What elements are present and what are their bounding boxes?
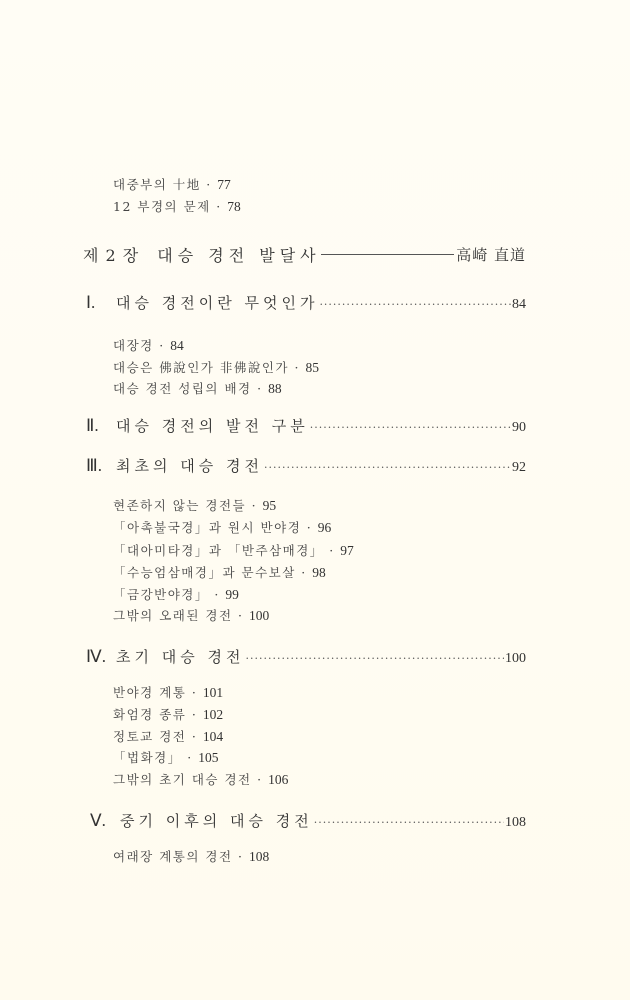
toc-separator: · — [206, 177, 212, 192]
toc-subitem-label: 화엄경 종류 — [113, 707, 187, 722]
toc-separator: · — [251, 498, 258, 513]
toc-separator: · — [301, 565, 307, 580]
toc-subitem — [113, 750, 218, 766]
toc-subitem-page: 95 — [262, 498, 277, 513]
dot-leader — [310, 421, 511, 434]
toc-subitem-label: 대승은 佛說인가 非佛說인가 — [113, 360, 289, 375]
toc-subitem-page: 99 — [225, 587, 239, 602]
toc-subitem-label: 12 부경의 문제 — [113, 199, 211, 214]
toc-subitem — [113, 685, 223, 701]
dot-leader — [245, 652, 504, 665]
toc-subitem-page: 104 — [202, 729, 224, 744]
toc-separator: · — [294, 360, 300, 375]
section-page: 84 — [512, 297, 526, 312]
toc-subitem-page: 108 — [249, 849, 270, 864]
toc-separator: · — [238, 608, 244, 623]
toc-subitem-label: 「법화경」 — [113, 750, 182, 765]
toc-subitem-page: 100 — [249, 608, 270, 623]
chapter-heading — [83, 242, 526, 266]
toc-separator: · — [159, 338, 165, 353]
toc-subitem — [113, 543, 354, 559]
toc-subitem — [113, 849, 269, 865]
toc-subitem — [113, 520, 331, 536]
toc-subitem — [113, 199, 241, 215]
toc-subitem — [113, 338, 184, 354]
toc-subitem — [113, 608, 269, 624]
toc-separator: · — [257, 772, 263, 787]
toc-section-4 — [86, 646, 526, 668]
toc-subitem-label: 대승 경전 성립의 배경 — [113, 381, 252, 396]
dot-leader — [314, 816, 504, 829]
toc-subitem-page: 98 — [312, 565, 326, 580]
section-page: 92 — [512, 460, 526, 475]
toc-separator: · — [214, 587, 220, 602]
toc-subitem-page: 85 — [305, 360, 319, 375]
toc-subitem — [113, 381, 282, 397]
toc-section-3 — [86, 455, 526, 477]
toc-subitem-label: 「아촉불국경」과 원시 반야경 — [113, 520, 302, 535]
toc-subitem-page: 88 — [268, 381, 282, 396]
toc-subitem-label: 대장경 — [113, 338, 154, 353]
toc-subitem-page: 96 — [317, 520, 332, 535]
toc-separator: · — [306, 520, 313, 535]
toc-subitem-label: 대중부의 十地 — [113, 177, 201, 192]
toc-subitem-page: 102 — [202, 707, 224, 722]
section-title: 대승 경전의 발전 구분 — [116, 417, 309, 435]
section-title: 최초의 대승 경전 — [116, 457, 263, 475]
section-numeral: Ⅲ. — [86, 456, 102, 475]
toc-subitem-label: 현존하지 않는 경전들 — [113, 498, 247, 513]
toc-subitem-page: 106 — [268, 772, 289, 787]
toc-subitem — [113, 707, 223, 723]
toc-separator: · — [238, 849, 244, 864]
toc-subitem-page: 78 — [227, 199, 241, 214]
section-title: 대승 경전이란 무엇인가 — [116, 294, 319, 312]
toc-separator: · — [257, 381, 263, 396]
toc-subitem — [113, 729, 223, 745]
toc-subitem — [113, 565, 326, 581]
toc-separator: · — [191, 707, 198, 722]
toc-subitem-label: 그밖의 오래된 경전 — [113, 608, 233, 623]
dot-leader — [319, 298, 511, 311]
toc-subitem — [113, 177, 231, 193]
chapter-rule — [321, 254, 455, 255]
toc-subitem — [113, 772, 288, 788]
toc-subitem-page: 84 — [170, 338, 184, 353]
toc-section-1 — [86, 292, 526, 314]
toc-section-2 — [86, 415, 526, 437]
toc-separator: · — [329, 543, 335, 558]
toc-subitem-label: 여래장 계통의 경전 — [113, 849, 233, 864]
toc-subitem-page: 101 — [202, 685, 224, 700]
section-title: 중기 이후의 대승 경전 — [120, 812, 313, 830]
toc-separator: · — [216, 199, 222, 214]
toc-section-5 — [90, 810, 526, 832]
section-page: 90 — [512, 420, 526, 435]
section-numeral: Ⅰ. — [86, 293, 96, 312]
chapter-title: 대승 경전 발달사 — [157, 245, 321, 265]
section-title: 초기 대승 경전 — [116, 648, 245, 666]
dot-leader — [264, 461, 511, 474]
section-numeral: Ⅱ. — [86, 416, 99, 435]
chapter-author: 高崎 直道 — [456, 245, 526, 264]
toc-subitem — [113, 587, 239, 603]
toc-subitem-label: 그밖의 초기 대승 경전 — [113, 772, 252, 787]
section-page: 100 — [505, 651, 526, 666]
section-page: 108 — [505, 815, 526, 830]
chapter-number: 제 2 장 — [83, 245, 140, 265]
toc-subitem-page: 97 — [340, 543, 354, 558]
toc-subitem-page: 77 — [217, 177, 231, 192]
toc-separator: · — [191, 685, 198, 700]
toc-subitem-page: 105 — [198, 750, 219, 765]
toc-subitem-label: 정토교 경전 — [113, 729, 187, 744]
toc-separator: · — [187, 750, 193, 765]
toc-subitem-label: 반야경 계통 — [113, 685, 187, 700]
toc-subitem-label: 「금강반야경」 — [113, 587, 209, 602]
section-numeral: Ⅴ. — [90, 811, 106, 830]
toc-subitem-label: 「수능엄삼매경」과 문수보살 — [113, 565, 296, 580]
toc-subitem — [113, 498, 276, 514]
toc-subitem-label: 「대아미타경」과 「반주삼매경」 — [113, 543, 324, 558]
toc-separator: · — [191, 729, 198, 744]
toc-subitem — [113, 360, 319, 376]
section-numeral: Ⅳ. — [86, 647, 106, 666]
